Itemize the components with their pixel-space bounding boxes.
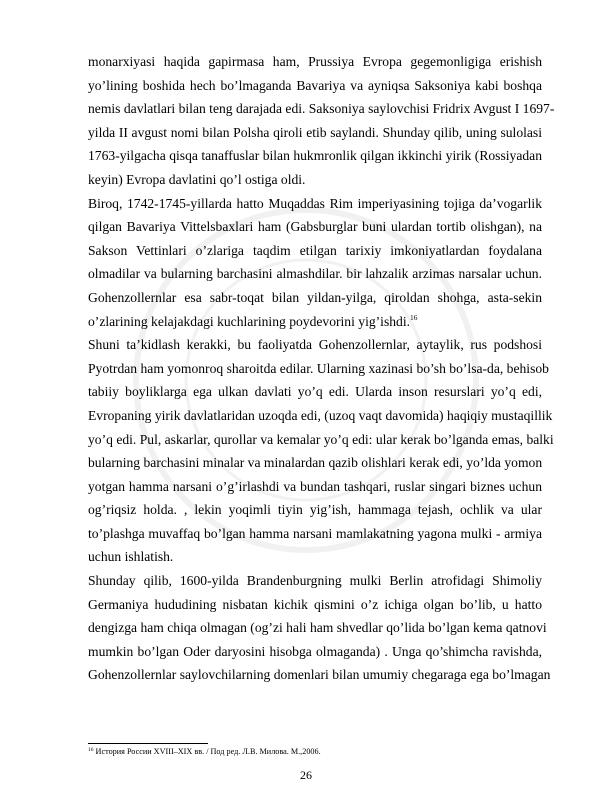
text-line: Shunday qilib, 1600-yilda Brandenburgning mulki Berlin atrofidagi Shimoliy: [88, 573, 542, 589]
text-line: uchun ishlatish.: [88, 549, 174, 565]
text-line: o’zlarining kelajakdagi kuchlarining poydevorini yig’ishdi.: [88, 313, 411, 329]
text-line: yotgan hamma narsani o’g’irlashdi va bundan tashqari, ruslar singari biznes uchun: [88, 478, 542, 494]
text-line: tabiiy boyliklarga ega ulkan davlati yo’q edi. Ularda inson resurslari yo’q edi,: [88, 384, 542, 400]
text-line: Shuni ta’kidlash kerakki, bu faoliyatda Gohenzollernlar, aytaylik, rus podshosi: [88, 337, 542, 353]
text-line: nemis davlatlari bilan teng darajada edi. Saksoniya saylovchisi Fridrix Avgust I 1697-: [88, 101, 555, 117]
text-line: Gohenzollernlar esa sabr-toqat bilan yildan-yilga, qiroldan shohga, asta-sekin: [88, 289, 542, 305]
text-line: keyin) Evropa davlatini qo’l ostiga oldi.: [88, 171, 306, 187]
footnote-text: История России XVIII–XIX вв. / Под ред. Л.В. Милова. М.,2006.: [95, 747, 321, 756]
text-line: yilda II avgust nomi bilan Polsha qiroli etib saylandi. Shunday qilib, uning sulolasi: [88, 124, 542, 140]
footnote-marker[interactable]: 16: [410, 312, 418, 322]
text-line: bularning barchasini minalar va minalardan qazib olishlari kerak edi, yo’lda yomon: [88, 455, 543, 471]
page-number: 26: [300, 768, 312, 782]
text-line: dengizga ham chiqa olmagan (og’zi hali ham shvedlar qo’lida bo’lgan kema qatnovi: [88, 620, 547, 636]
text-line: Sakson Vettinlari o’zlariga taqdim etilgan tarixiy imkoniyatlardan foydalana: [88, 242, 542, 258]
text-line: mumkin bo’lgan Oder daryosini hisobga olmaganda) . Unga qo’shimcha ravishda,: [88, 643, 542, 659]
text-line: to’plashga muvaffaq bo’lgan hamma narsani mamlakatning yagona mulki - armiya: [88, 525, 542, 541]
text-line: olmadilar va bularning barchasini almashdilar. bir lahzalik arzimas narsalar uchun.: [88, 266, 542, 282]
text-line: Biroq, 1742-1745-yillarda hatto Muqaddas Rim imperiyasining tojiga da’vogarlik: [88, 195, 542, 211]
text-line: yo’q edi. Pul, askarlar, qurollar va kemalar yo’q edi: ular kerak bo’lganda emas, balki: [88, 431, 554, 447]
text-line: 1763-yilgacha qisqa tanaffuslar bilan hukmronlik qilgan ikkinchi yirik (Rossiyadan: [88, 148, 542, 164]
text-line: Pyotrdan ham yomonroq sharoitda edilar. Ularning xazinasi bo’sh bo’lsa-da, behisob: [88, 360, 549, 376]
footnote-number: 16: [88, 747, 94, 753]
text-line: monarxiyasi haqida gapirmasa ham, Prussiya Evropa gegemonligiga erishish: [88, 54, 542, 69]
text-line-with-footnote: [88, 310, 542, 334]
body-text: [88, 50, 555, 687]
text-line: og’riqsiz holda. , lekin yoqimli tiyin yig’ish, hammaga tejash, ochlik va ular: [88, 502, 542, 518]
text-line: yo’lining boshida hech bo’lmaganda Bavariya va ayniqsa Saksoniya kabi boshqa: [88, 77, 542, 93]
text-line: Evropaning yirik davlatlaridan uzoqda edi, (uzoq vaqt davomida) haqiqiy mustaqillik: [88, 407, 553, 423]
footnote: [88, 747, 542, 757]
text-line: Gohenzollernlar saylovchilarning domenlari bilan umumiy chegaraga ega bo’lmagan: [88, 667, 551, 683]
footnote-divider: [88, 743, 208, 744]
text-line: Germaniya hududining nisbatan kichik qismini o’z ichiga olgan bo’lib, u hatto: [88, 596, 542, 612]
text-line: qilgan Bavariya Vittelsbaxlari ham (Gabsburglar buni ulardan tortib olishgan), na: [88, 219, 542, 235]
